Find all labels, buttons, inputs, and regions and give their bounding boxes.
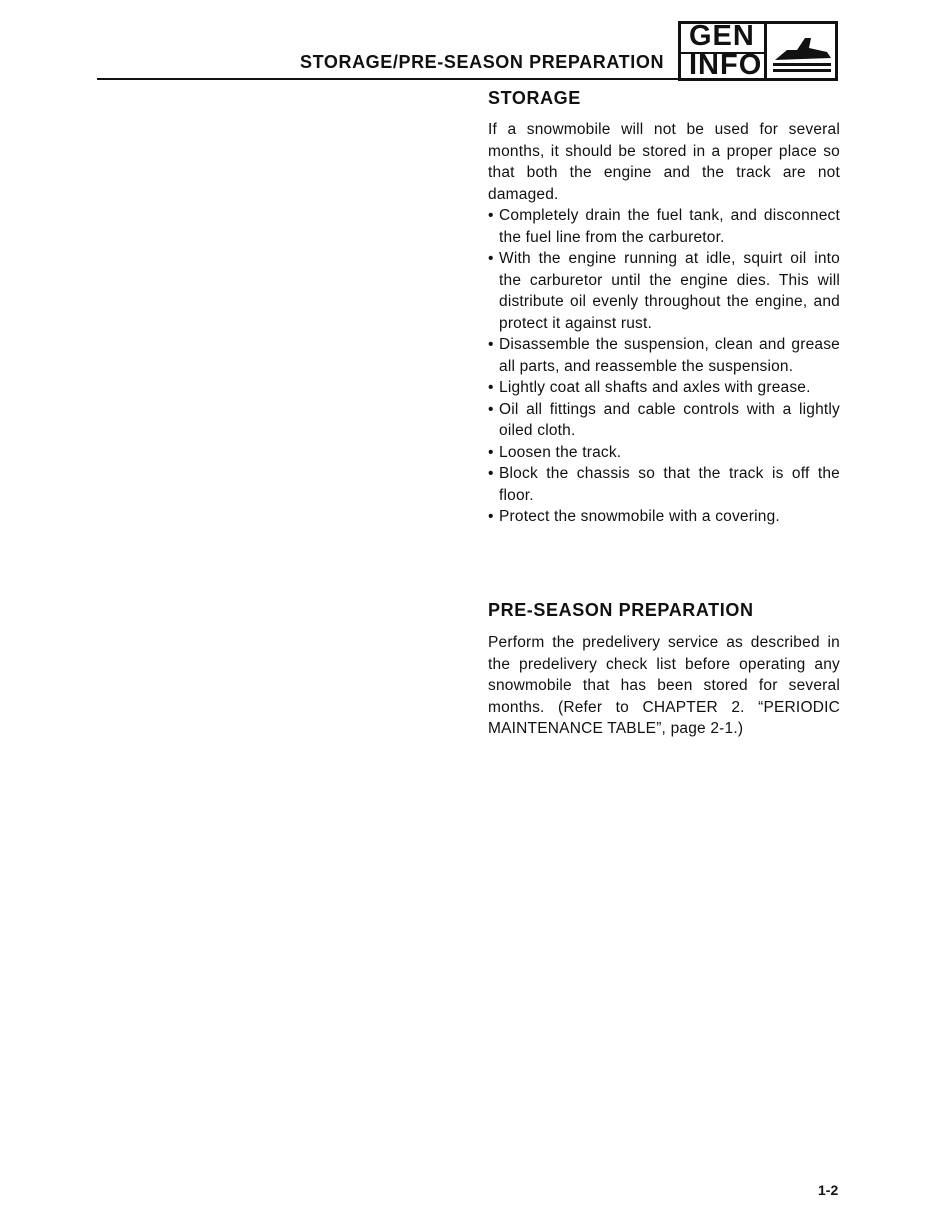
storage-heading: STORAGE xyxy=(488,88,581,108)
list-item xyxy=(488,506,840,528)
list-item-text: Completely drain the fuel tank, and disconnect the fuel line from the carburetor. xyxy=(499,207,840,246)
list-item-text: With the engine running at idle, squirt oil into the carburetor until the engine dies. This will distribute oil evenly throughout the engine, and protect it against rust. xyxy=(499,250,840,332)
list-item-text: Block the chassis so that the track is off the floor. xyxy=(499,465,840,504)
header-rule xyxy=(97,78,680,80)
badge-gen-text: GEN xyxy=(689,20,755,52)
page-number: 1-2 xyxy=(818,1182,839,1198)
list-item-text: Protect the snowmobile with a covering. xyxy=(499,508,780,525)
list-item-text: Oil all fittings and cable controls with a lightly oiled cloth. xyxy=(499,400,840,439)
list-item xyxy=(488,377,840,399)
list-item xyxy=(488,399,840,442)
badge-divider xyxy=(764,24,767,78)
storage-intro: If a snowmobile will not be used for several months, it should be stored in a proper place so that both the engine and the track are not damaged. xyxy=(488,121,840,203)
preseason-heading: PRE-SEASON PREPARATION xyxy=(488,600,754,620)
bullet-icon: • xyxy=(488,250,494,267)
bullet-icon: • xyxy=(488,400,494,418)
storage-section xyxy=(488,88,840,528)
bullet-icon: • xyxy=(488,207,494,224)
list-item xyxy=(488,248,840,334)
bullet-icon: • xyxy=(488,465,494,482)
page-header-title: STORAGE/PRE-SEASON PREPARATION xyxy=(300,52,665,72)
list-item xyxy=(488,442,840,464)
bullet-icon: • xyxy=(488,336,494,353)
bullet-icon: • xyxy=(488,508,494,525)
storage-list xyxy=(488,205,840,528)
list-item xyxy=(488,463,840,506)
list-item-text: Loosen the track. xyxy=(499,443,622,461)
preseason-section xyxy=(488,600,840,740)
preseason-body: Perform the predelivery service as described in the predelivery check list before operating any snowmobile that has been stored for several months. (Refer to CHAPTER 2. “PERIODIC MAINTENANCE TABLE”, page 2-1.) xyxy=(488,634,840,737)
badge-info-text: INFO xyxy=(689,49,763,81)
list-item-text: Lightly coat all shafts and axles with grease. xyxy=(499,379,811,396)
snowmobile-icon xyxy=(769,28,835,76)
bullet-icon: • xyxy=(488,443,494,461)
bullet-icon: • xyxy=(488,379,494,396)
list-item xyxy=(488,334,840,377)
list-item xyxy=(488,205,840,248)
gen-info-badge xyxy=(678,21,838,81)
list-item-text: Disassemble the suspension, clean and grease all parts, and reassemble the suspension. xyxy=(499,336,840,375)
